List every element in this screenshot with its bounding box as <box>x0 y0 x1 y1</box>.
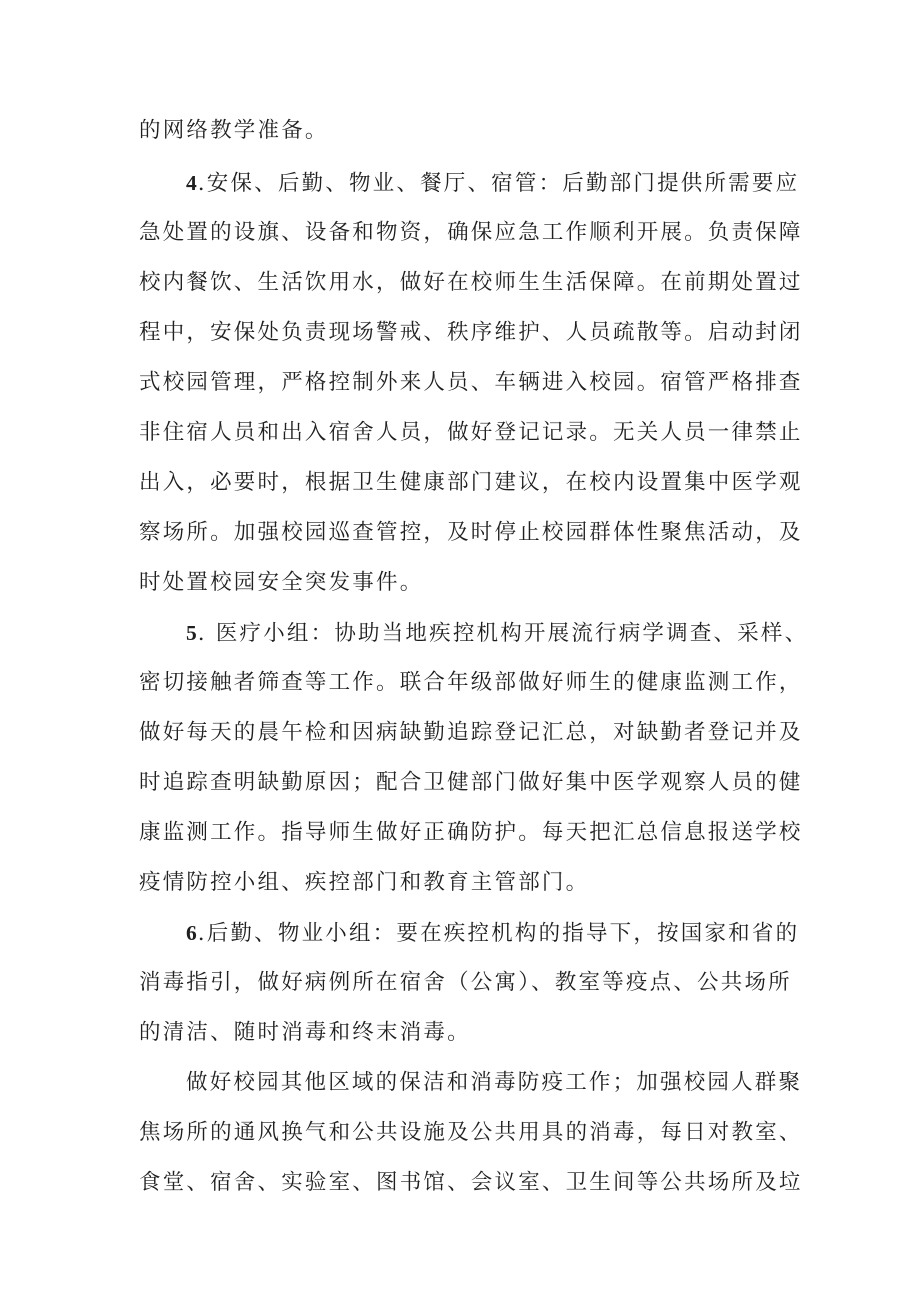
paragraph-line: 急处置的设旗、设备和物资，确保应急工作顺利开展。负责保障 <box>139 220 803 245</box>
paragraph-line: 出入，必要时，根据卫生健康部门建议，在校内设置集中医学观 <box>139 470 803 495</box>
paragraph-line: 非住宿人员和出入宿舍人员，做好登记记录。无关人员一律禁止 <box>139 420 803 445</box>
paragraph-line: 察场所。加强校园巡查管控，及时停止校园群体性聚焦活动，及 <box>139 520 803 545</box>
paragraph-line: 5. 医疗小组：协助当地疾控机构开展流行病学调查、采样、 <box>186 621 809 646</box>
paragraph-line: 4.安保、后勤、物业、餐厅、宿管：后勤部门提供所需要应 <box>186 171 800 196</box>
paragraph-line: 密切接触者筛查等工作。联合年级部做好师生的健康监测工作， <box>139 670 803 695</box>
paragraph-line: 的网络教学准备。 <box>139 118 329 143</box>
paragraph-line: 时处置校园安全突发事件。 <box>139 570 424 595</box>
paragraph-line: 消毒指引，做好病例所在宿舍（公寓）、教室等疫点、公共场所 <box>139 970 792 995</box>
paragraph-line: 程中，安保处负责现场警戒、秩序维护、人员疏散等。启动封闭 <box>139 320 803 345</box>
item-number: 4 <box>186 171 197 195</box>
paragraph-line: 做好校园其他区域的保洁和消毒防疫工作；加强校园人群聚 <box>186 1070 803 1095</box>
item-number: 5 <box>186 621 197 645</box>
paragraph-line: 时追踪查明缺勤原因；配合卫健部门做好集中医学观察人员的健 <box>139 770 803 795</box>
paragraph-line: 疫情防控小组、疾控部门和教育主管部门。 <box>139 870 590 895</box>
paragraph-line: 康监测工作。指导师生做好正确防护。每天把汇总信息报送学校 <box>139 820 803 845</box>
paragraph-line: 6.后勤、物业小组：要在疾控机构的指导下，按国家和省的 <box>186 921 800 946</box>
paragraph-line: 的清洁、随时消毒和终末消毒。 <box>139 1020 471 1045</box>
paragraph-line: 食堂、宿舍、实验室、图书馆、会议室、卫生间等公共场所及垃 <box>139 1170 803 1195</box>
paragraph-line: 校内餐饮、生活饮用水，做好在校师生生活保障。在前期处置过 <box>139 270 803 295</box>
paragraph-line: 焦场所的通风换气和公共设施及公共用具的消毒，每日对教室、 <box>139 1120 803 1145</box>
item-number: 6 <box>186 921 197 945</box>
paragraph-line: 做好每天的晨午检和因病缺勤追踪登记汇总，对缺勤者登记并及 <box>139 720 803 745</box>
paragraph-line: 式校园管理，严格控制外来人员、车辆进入校园。宿管严格排查 <box>139 370 803 395</box>
